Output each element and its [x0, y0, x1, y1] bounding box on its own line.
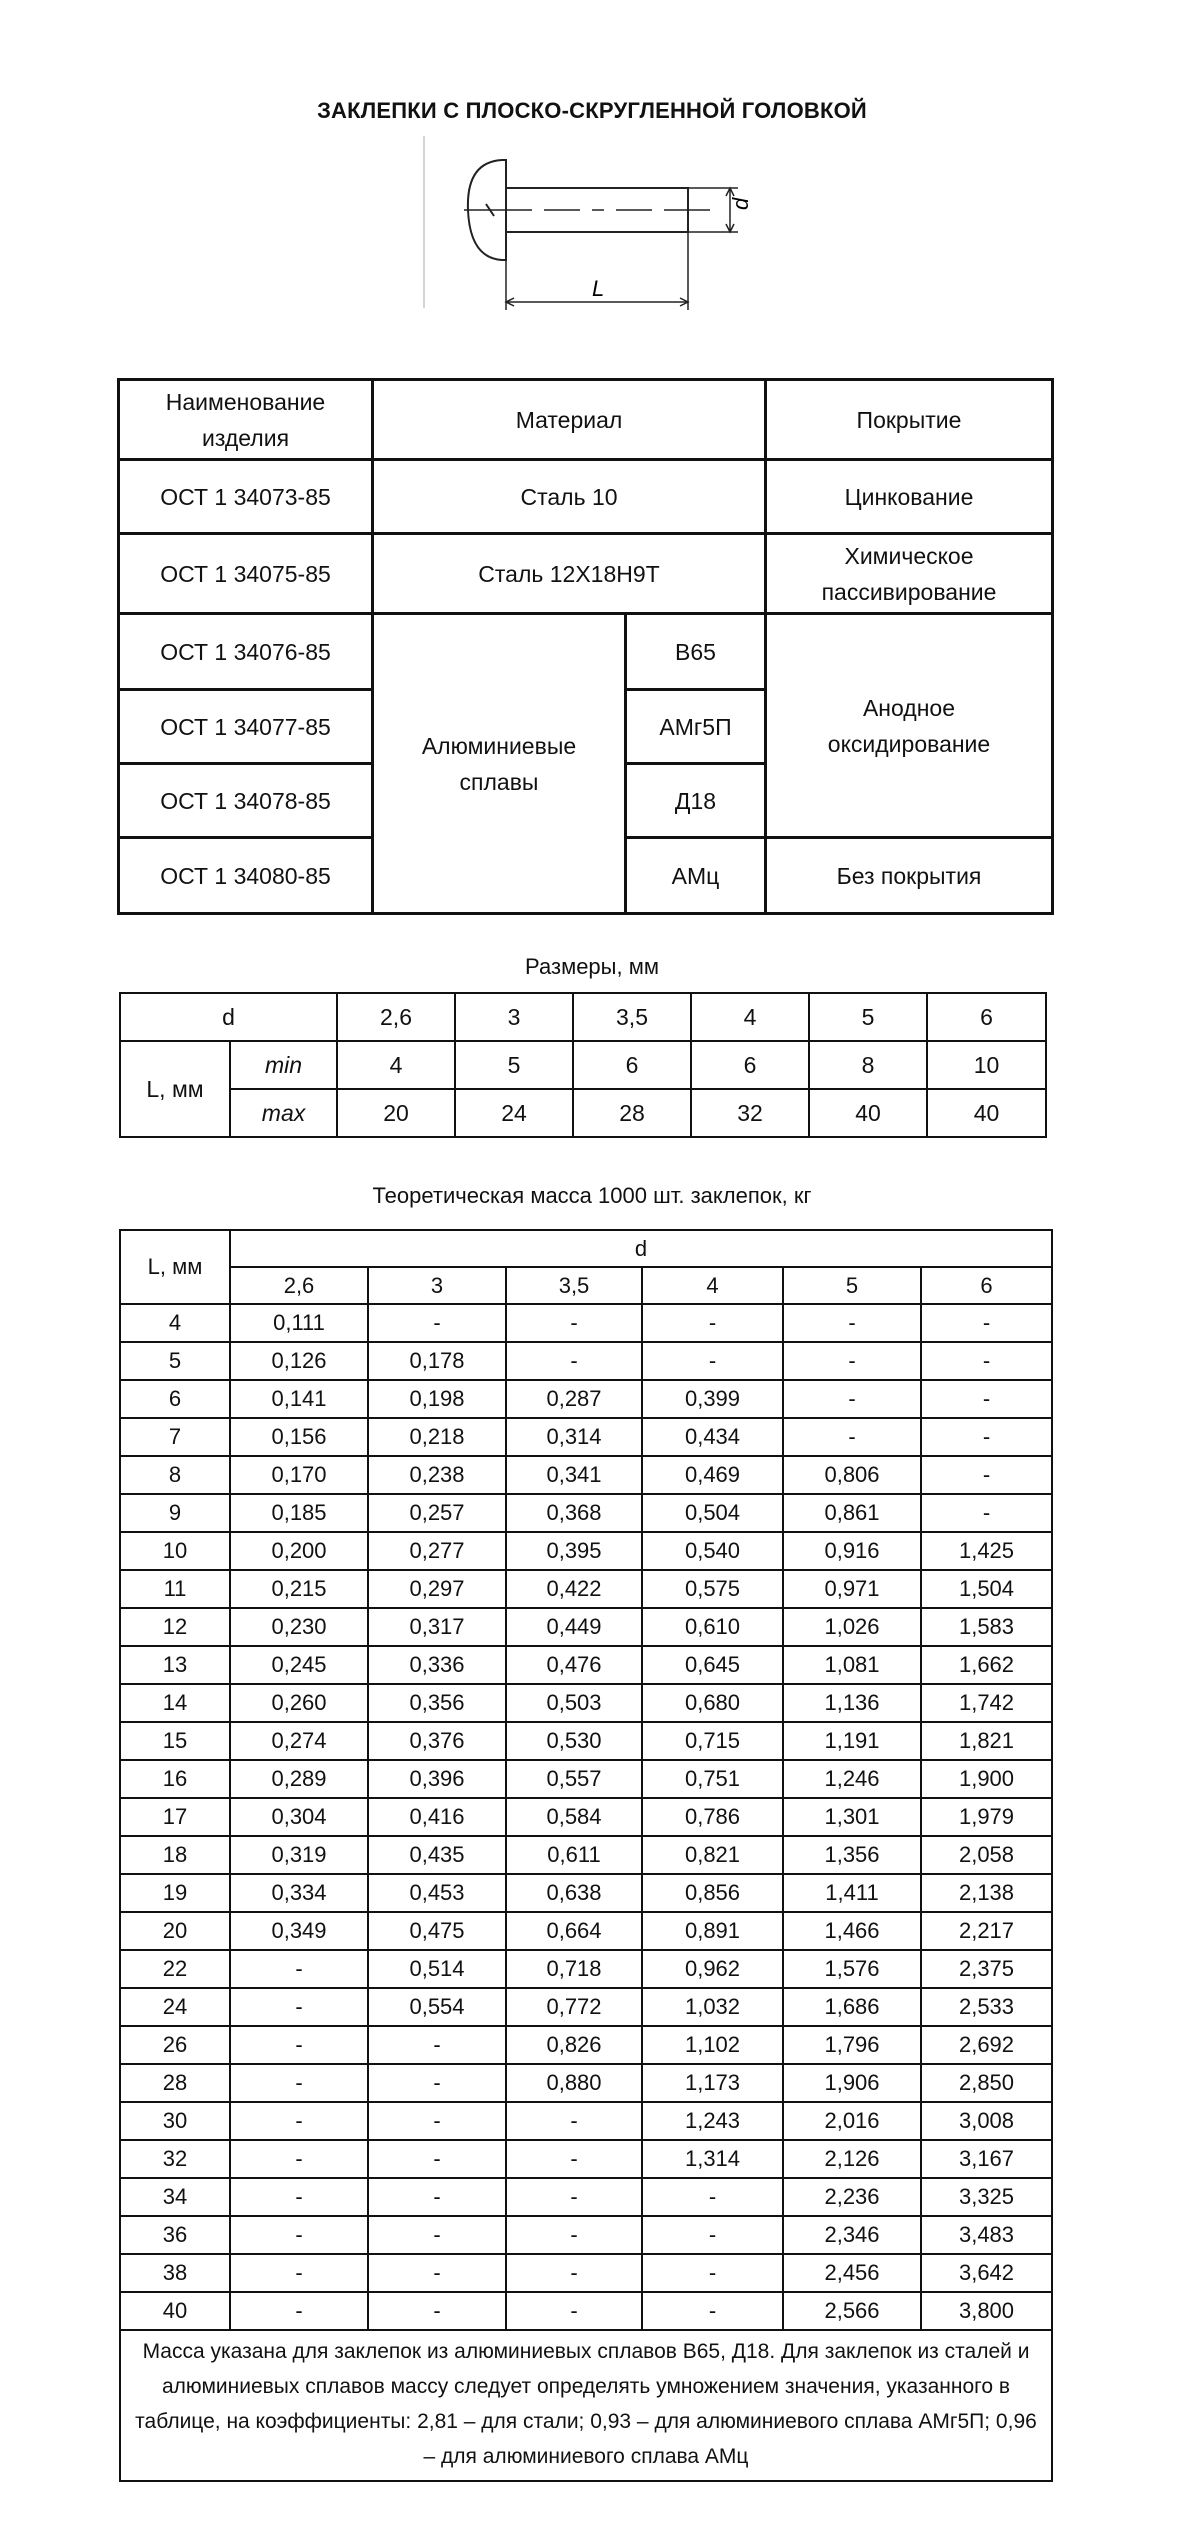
mass-cell: - — [642, 1304, 783, 1342]
mass-cell: - — [783, 1304, 921, 1342]
mass-cell: 1,576 — [783, 1950, 921, 1988]
cell-name: ОСТ 1 34078-85 — [119, 764, 373, 838]
mass-note: Масса указана для заклепок из алюминиевых сплавов В65, Д18. Для заклепок из сталей и алюминиевых сплавов массу следует определять умножением значения, указанного в таблице, на коэффициенты: 2,81 – для стали; 0,93 – для алюминиевого сплава АМг5П; 0,96 – для алюминиевого сплава АМц — [120, 2330, 1052, 2481]
mass-l-value: 24 — [120, 1988, 230, 2026]
mass-l-value: 10 — [120, 1532, 230, 1570]
mass-cell: - — [506, 2254, 642, 2292]
mass-cell: - — [230, 2064, 368, 2102]
sizes-d-label: d — [120, 993, 337, 1041]
mass-cell: 1,356 — [783, 1836, 921, 1874]
mass-cell: 0,880 — [506, 2064, 642, 2102]
mass-cell: - — [230, 2026, 368, 2064]
mass-cell: 1,411 — [783, 1874, 921, 1912]
header-name: Наименование изделия — [119, 380, 373, 460]
mass-l-value: 18 — [120, 1836, 230, 1874]
sizes-d-value: 3,5 — [573, 993, 691, 1041]
table-row — [120, 1950, 1052, 1988]
table-row — [120, 1456, 1052, 1494]
mass-cell: 0,772 — [506, 1988, 642, 2026]
mass-cell: 0,861 — [783, 1494, 921, 1532]
mass-l-value: 14 — [120, 1684, 230, 1722]
mass-cell: 0,111 — [230, 1304, 368, 1342]
mass-l-value: 7 — [120, 1418, 230, 1456]
mass-cell: 1,906 — [783, 2064, 921, 2102]
table-row — [120, 1836, 1052, 1874]
table-row — [120, 1798, 1052, 1836]
sizes-d-value: 3 — [455, 993, 573, 1041]
mass-l-value: 5 — [120, 1342, 230, 1380]
sizes-d-value: 2,6 — [337, 993, 455, 1041]
mass-cell: 2,456 — [783, 2254, 921, 2292]
mass-cell: 0,891 — [642, 1912, 783, 1950]
mass-cell: - — [506, 2178, 642, 2216]
mass-cell: 1,662 — [921, 1646, 1052, 1684]
cell-material: Сталь 10 — [373, 460, 766, 534]
mass-cell: 0,198 — [368, 1380, 506, 1418]
mass-cell: 0,170 — [230, 1456, 368, 1494]
mass-cell: - — [642, 2178, 783, 2216]
mass-cell: 2,217 — [921, 1912, 1052, 1950]
mass-d-value: 2,6 — [230, 1267, 368, 1304]
mass-cell: 0,399 — [642, 1380, 783, 1418]
mass-cell: 0,826 — [506, 2026, 642, 2064]
sizes-min-label: min — [230, 1041, 337, 1089]
sizes-min-value: 10 — [927, 1041, 1046, 1089]
mass-caption: Теоретическая масса 1000 шт. заклепок, кг — [372, 1183, 812, 1208]
cell-name: ОСТ 1 34077-85 — [119, 690, 373, 764]
page-title: ЗАКЛЕПКИ С ПЛОСКО-СКРУГЛЕННОЙ ГОЛОВКОЙ — [317, 98, 867, 123]
mass-cell: 0,718 — [506, 1950, 642, 1988]
mass-cell: 0,245 — [230, 1646, 368, 1684]
mass-cell: 2,138 — [921, 1874, 1052, 1912]
mass-cell: 2,375 — [921, 1950, 1052, 1988]
sizes-max-value: 40 — [927, 1089, 1046, 1137]
mass-l-value: 28 — [120, 2064, 230, 2102]
mass-cell: 0,314 — [506, 1418, 642, 1456]
mass-cell: - — [230, 2140, 368, 2178]
mass-d-value: 5 — [783, 1267, 921, 1304]
mass-cell: 0,341 — [506, 1456, 642, 1494]
mass-cell: 0,434 — [642, 1418, 783, 1456]
mass-cell: 2,692 — [921, 2026, 1052, 2064]
mass-d-label: d — [230, 1230, 1052, 1267]
mass-cell: 0,575 — [642, 1570, 783, 1608]
mass-cell: 2,850 — [921, 2064, 1052, 2102]
table-row — [119, 460, 1053, 534]
mass-cell: 2,016 — [783, 2102, 921, 2140]
sizes-max-value: 40 — [809, 1089, 927, 1137]
mass-cell: 3,325 — [921, 2178, 1052, 2216]
sizes-d-value: 6 — [927, 993, 1046, 1041]
mass-l-value: 6 — [120, 1380, 230, 1418]
mass-cell: 2,346 — [783, 2216, 921, 2254]
mass-l-value: 20 — [120, 1912, 230, 1950]
table-row — [120, 1608, 1052, 1646]
table-row — [120, 1380, 1052, 1418]
mass-cell: - — [506, 1304, 642, 1342]
mass-cell: 0,449 — [506, 1608, 642, 1646]
mass-cell: - — [368, 2292, 506, 2330]
cell-coating: Химическое пассивирование — [766, 534, 1053, 614]
mass-l-value: 9 — [120, 1494, 230, 1532]
mass-cell: - — [921, 1494, 1052, 1532]
mass-cell: 1,583 — [921, 1608, 1052, 1646]
mass-cell: 0,185 — [230, 1494, 368, 1532]
mass-cell: 1,504 — [921, 1570, 1052, 1608]
mass-cell: 3,167 — [921, 2140, 1052, 2178]
mass-cell: - — [368, 2064, 506, 2102]
mass-cell: 0,422 — [506, 1570, 642, 1608]
mass-cell: 0,680 — [642, 1684, 783, 1722]
mass-d-value: 3,5 — [506, 1267, 642, 1304]
sizes-max-value: 32 — [691, 1089, 809, 1137]
mass-cell: 0,368 — [506, 1494, 642, 1532]
mass-cell: - — [783, 1380, 921, 1418]
cell-anodic: Анодное оксидирование — [766, 614, 1053, 838]
sizes-min-value: 6 — [573, 1041, 691, 1089]
mass-cell: 0,396 — [368, 1760, 506, 1798]
cell-grade: В65 — [626, 614, 766, 690]
mass-l-value: 32 — [120, 2140, 230, 2178]
mass-d-value: 3 — [368, 1267, 506, 1304]
table-row — [119, 614, 1053, 690]
mass-cell: 0,530 — [506, 1722, 642, 1760]
cell-grade: АМг5П — [626, 690, 766, 764]
mass-cell: 0,435 — [368, 1836, 506, 1874]
mass-cell: - — [921, 1456, 1052, 1494]
mass-l-value: 26 — [120, 2026, 230, 2064]
mass-cell: 1,979 — [921, 1798, 1052, 1836]
cell-name: ОСТ 1 34073-85 — [119, 460, 373, 534]
table-row — [120, 2102, 1052, 2140]
table-row — [119, 534, 1053, 614]
mass-cell: 1,102 — [642, 2026, 783, 2064]
table-row — [120, 2140, 1052, 2178]
table-row — [120, 993, 1046, 1041]
mass-cell: 0,751 — [642, 1760, 783, 1798]
mass-cell: 0,821 — [642, 1836, 783, 1874]
mass-cell: 0,376 — [368, 1722, 506, 1760]
mass-cell: - — [642, 2254, 783, 2292]
mass-cell: 1,026 — [783, 1608, 921, 1646]
table-row — [120, 1304, 1052, 1342]
mass-cell: 1,301 — [783, 1798, 921, 1836]
mass-cell: 0,806 — [783, 1456, 921, 1494]
mass-cell: 2,533 — [921, 1988, 1052, 2026]
mass-cell: - — [783, 1342, 921, 1380]
mass-l-value: 15 — [120, 1722, 230, 1760]
sizes-max-label: max — [230, 1089, 337, 1137]
table-row — [120, 2178, 1052, 2216]
mass-l-value: 30 — [120, 2102, 230, 2140]
mass-cell: - — [368, 2140, 506, 2178]
mass-cell: 0,141 — [230, 1380, 368, 1418]
table-row — [120, 2216, 1052, 2254]
table-row — [120, 2254, 1052, 2292]
mass-cell: 0,260 — [230, 1684, 368, 1722]
mass-cell: - — [921, 1380, 1052, 1418]
note-row — [120, 2330, 1052, 2481]
mass-cell: - — [230, 2102, 368, 2140]
cell-coating: Цинкование — [766, 460, 1053, 534]
mass-cell: - — [921, 1418, 1052, 1456]
table-row — [120, 1684, 1052, 1722]
mass-cell: - — [368, 2216, 506, 2254]
mass-l-value: 11 — [120, 1570, 230, 1608]
mass-cell: 1,173 — [642, 2064, 783, 2102]
mass-cell: 3,483 — [921, 2216, 1052, 2254]
mass-cell: 0,611 — [506, 1836, 642, 1874]
table-row — [120, 1912, 1052, 1950]
mass-cell: - — [783, 1418, 921, 1456]
mass-l-value: 17 — [120, 1798, 230, 1836]
mass-cell: 1,425 — [921, 1532, 1052, 1570]
mass-cell: - — [230, 2292, 368, 2330]
mass-cell: 0,215 — [230, 1570, 368, 1608]
mass-cell: 0,126 — [230, 1342, 368, 1380]
cell-aluminium: Алюминиевые сплавы — [373, 614, 626, 914]
mass-l-value: 40 — [120, 2292, 230, 2330]
mass-l-value: 22 — [120, 1950, 230, 1988]
mass-cell: 0,334 — [230, 1874, 368, 1912]
mass-cell: 0,645 — [642, 1646, 783, 1684]
mass-cell: 0,469 — [642, 1456, 783, 1494]
dim-d-label: d — [728, 197, 753, 210]
mass-cell: 0,540 — [642, 1532, 783, 1570]
mass-cell: 0,416 — [368, 1798, 506, 1836]
mass-l-value: 36 — [120, 2216, 230, 2254]
mass-cell: 0,971 — [783, 1570, 921, 1608]
mass-cell: 0,349 — [230, 1912, 368, 1950]
mass-d-value: 4 — [642, 1267, 783, 1304]
mass-cell: 1,191 — [783, 1722, 921, 1760]
mass-cell: - — [230, 1950, 368, 1988]
mass-cell: 0,664 — [506, 1912, 642, 1950]
sizes-table — [119, 992, 1047, 1138]
mass-cell: - — [368, 2102, 506, 2140]
mass-cell: 0,476 — [506, 1646, 642, 1684]
sizes-d-value: 5 — [809, 993, 927, 1041]
mass-cell: 0,287 — [506, 1380, 642, 1418]
sizes-l-label: L, мм — [120, 1041, 230, 1137]
mass-cell: - — [230, 1988, 368, 2026]
mass-l-value: 16 — [120, 1760, 230, 1798]
mass-cell: 1,686 — [783, 1988, 921, 2026]
mass-cell: 0,277 — [368, 1532, 506, 1570]
mass-cell: 0,218 — [368, 1418, 506, 1456]
mass-cell: 0,503 — [506, 1684, 642, 1722]
mass-cell: 0,453 — [368, 1874, 506, 1912]
cell-name: ОСТ 1 34076-85 — [119, 614, 373, 690]
mass-cell: 0,554 — [368, 1988, 506, 2026]
mass-cell: 0,200 — [230, 1532, 368, 1570]
sizes-max-value: 28 — [573, 1089, 691, 1137]
mass-cell: 1,466 — [783, 1912, 921, 1950]
mass-cell: 0,557 — [506, 1760, 642, 1798]
mass-l-value: 38 — [120, 2254, 230, 2292]
mass-cell: 0,786 — [642, 1798, 783, 1836]
table-row — [120, 1342, 1052, 1380]
table-row — [120, 2064, 1052, 2102]
sizes-caption: Размеры, мм — [525, 954, 659, 979]
table-row — [120, 1988, 1052, 2026]
mass-cell: 0,274 — [230, 1722, 368, 1760]
table-row — [120, 1874, 1052, 1912]
mass-l-value: 13 — [120, 1646, 230, 1684]
table-row — [120, 1041, 1046, 1089]
mass-cell: 0,610 — [642, 1608, 783, 1646]
mass-cell: - — [506, 2292, 642, 2330]
cell-grade: Д18 — [626, 764, 766, 838]
mass-cell: - — [642, 2292, 783, 2330]
mass-cell: 0,514 — [368, 1950, 506, 1988]
mass-cell: - — [368, 2254, 506, 2292]
mass-cell: 1,243 — [642, 2102, 783, 2140]
mass-cell: - — [230, 2254, 368, 2292]
mass-cell: - — [230, 2216, 368, 2254]
table-header-row — [120, 1230, 1052, 1267]
table-row — [120, 1089, 1046, 1137]
mass-cell: - — [506, 2102, 642, 2140]
mass-cell: 0,504 — [642, 1494, 783, 1532]
mass-cell: 1,081 — [783, 1646, 921, 1684]
header-material: Материал — [373, 380, 766, 460]
mass-cell: 0,304 — [230, 1798, 368, 1836]
mass-l-value: 4 — [120, 1304, 230, 1342]
table-header-row — [119, 380, 1053, 460]
mass-cell: 0,178 — [368, 1342, 506, 1380]
sizes-max-value: 20 — [337, 1089, 455, 1137]
mass-cell: 0,230 — [230, 1608, 368, 1646]
table-row — [120, 1418, 1052, 1456]
mass-l-value: 12 — [120, 1608, 230, 1646]
mass-cell: 0,297 — [368, 1570, 506, 1608]
mass-cell: 3,800 — [921, 2292, 1052, 2330]
mass-cell: 0,916 — [783, 1532, 921, 1570]
sizes-d-value: 4 — [691, 993, 809, 1041]
mass-cell: 0,257 — [368, 1494, 506, 1532]
mass-cell: 1,742 — [921, 1684, 1052, 1722]
mass-cell: 0,317 — [368, 1608, 506, 1646]
sizes-min-value: 5 — [455, 1041, 573, 1089]
mass-d-value: 6 — [921, 1267, 1052, 1304]
mass-cell: 1,821 — [921, 1722, 1052, 1760]
sizes-min-value: 8 — [809, 1041, 927, 1089]
sizes-min-value: 4 — [337, 1041, 455, 1089]
cell-name: ОСТ 1 34080-85 — [119, 838, 373, 914]
mass-cell: - — [642, 1342, 783, 1380]
sizes-min-value: 6 — [691, 1041, 809, 1089]
table-row — [120, 2026, 1052, 2064]
mass-cell: 0,638 — [506, 1874, 642, 1912]
mass-cell: - — [642, 2216, 783, 2254]
mass-cell: 2,126 — [783, 2140, 921, 2178]
mass-cell: - — [368, 2026, 506, 2064]
rivet-drawing — [420, 132, 820, 312]
mass-cell: 0,156 — [230, 1418, 368, 1456]
mass-cell: 0,289 — [230, 1760, 368, 1798]
mass-l-label: L, мм — [120, 1230, 230, 1304]
mass-cell: 0,475 — [368, 1912, 506, 1950]
mass-cell: 2,566 — [783, 2292, 921, 2330]
table-row — [120, 1494, 1052, 1532]
table-row — [120, 2292, 1052, 2330]
dim-l-label: L — [592, 276, 605, 301]
table-row — [120, 1570, 1052, 1608]
mass-cell: 0,356 — [368, 1684, 506, 1722]
mass-cell: 3,008 — [921, 2102, 1052, 2140]
mass-table — [119, 1229, 1053, 2482]
table-header-row — [120, 1267, 1052, 1304]
mass-cell: 0,715 — [642, 1722, 783, 1760]
mass-cell: 1,314 — [642, 2140, 783, 2178]
mass-cell: 0,238 — [368, 1456, 506, 1494]
sizes-max-value: 24 — [455, 1089, 573, 1137]
mass-cell: 2,236 — [783, 2178, 921, 2216]
cell-grade: АМц — [626, 838, 766, 914]
materials-table — [117, 378, 1054, 915]
mass-cell: - — [921, 1342, 1052, 1380]
mass-cell: 1,136 — [783, 1684, 921, 1722]
mass-cell: - — [506, 1342, 642, 1380]
mass-cell: - — [506, 2216, 642, 2254]
header-coating: Покрытие — [766, 380, 1053, 460]
mass-cell: 1,246 — [783, 1760, 921, 1798]
table-row — [120, 1532, 1052, 1570]
table-row — [120, 1646, 1052, 1684]
table-row — [120, 1760, 1052, 1798]
mass-cell: - — [921, 1304, 1052, 1342]
mass-cell: 1,900 — [921, 1760, 1052, 1798]
mass-cell: 1,796 — [783, 2026, 921, 2064]
mass-cell: 0,584 — [506, 1798, 642, 1836]
mass-cell: - — [506, 2140, 642, 2178]
mass-l-value: 19 — [120, 1874, 230, 1912]
mass-l-value: 8 — [120, 1456, 230, 1494]
mass-cell: 0,962 — [642, 1950, 783, 1988]
mass-cell: 0,856 — [642, 1874, 783, 1912]
mass-cell: 0,395 — [506, 1532, 642, 1570]
mass-cell: - — [368, 2178, 506, 2216]
mass-cell: 1,032 — [642, 1988, 783, 2026]
mass-cell: 2,058 — [921, 1836, 1052, 1874]
mass-cell: - — [230, 2178, 368, 2216]
cell-material: Сталь 12Х18Н9Т — [373, 534, 766, 614]
mass-cell: 3,642 — [921, 2254, 1052, 2292]
mass-cell: - — [368, 1304, 506, 1342]
mass-cell: 0,319 — [230, 1836, 368, 1874]
mass-cell: 0,336 — [368, 1646, 506, 1684]
cell-name: ОСТ 1 34075-85 — [119, 534, 373, 614]
cell-coating: Без покрытия — [766, 838, 1053, 914]
table-row — [120, 1722, 1052, 1760]
mass-l-value: 34 — [120, 2178, 230, 2216]
